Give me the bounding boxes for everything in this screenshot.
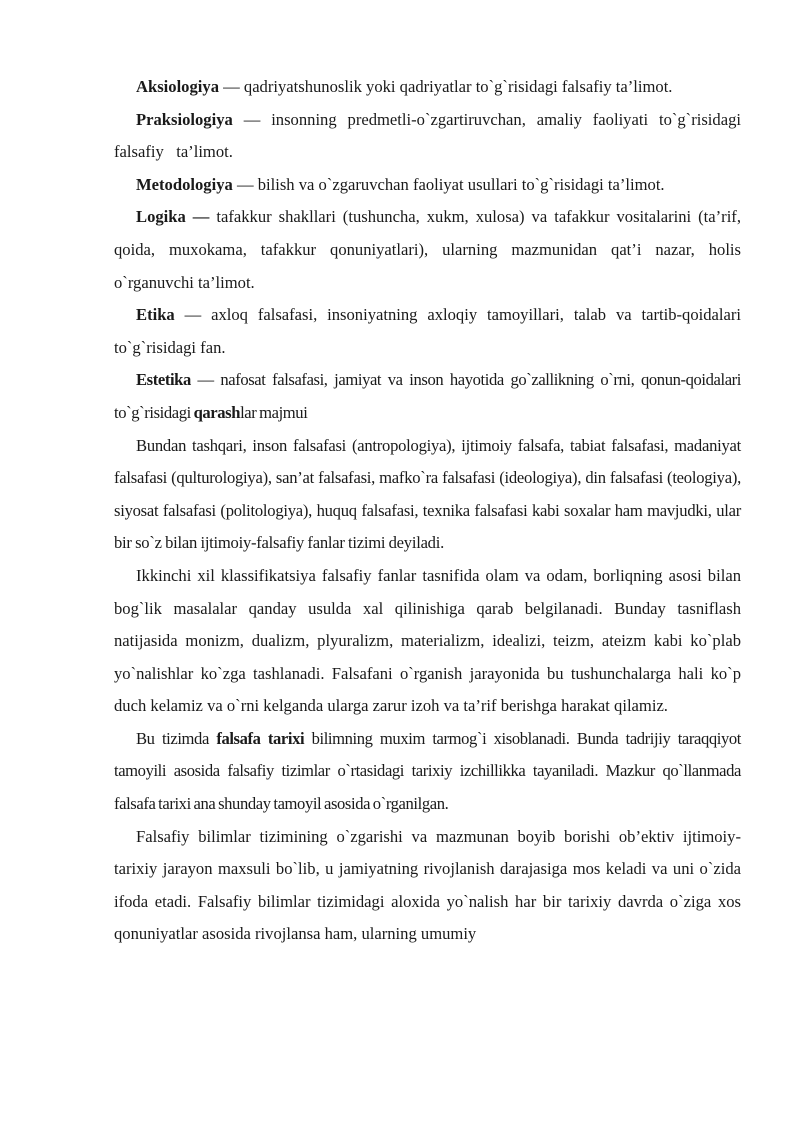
term-estetika: Estetika xyxy=(136,370,191,390)
term-logika: Logika — xyxy=(136,207,210,227)
dash: — xyxy=(232,109,272,129)
dash: — xyxy=(219,77,244,96)
definition-estetika: nafosat falsafasi, jamiyat va inson hayotida go`zallikning o`rni, qonun-qoidalari to`g`risidagi xyxy=(114,370,741,422)
definition-etika: axloq falsafasi, insoniyatning axloqiy tamoyillari, talab va tartib-qoidalari to`g`risidagi fan. xyxy=(114,305,741,357)
paragraph-praksiologiya xyxy=(114,104,741,169)
paragraph-falsafa-tarixi xyxy=(114,723,741,821)
bold-fragment-falsafa-tarixi: falsafa tarixi xyxy=(216,728,305,748)
paragraph-logika xyxy=(114,201,741,299)
paragraph-etika xyxy=(114,299,741,364)
definition-metodologiya: bilish va o`zgaruvchan faoliyat usullari to`g`risidagi ta’limot. xyxy=(257,174,665,194)
document-body xyxy=(114,71,741,951)
text-after: bilimning muxim tarmog`i xisoblanadi. Bunda tadrijiy taraqqiyot tamoyili asosida falsafiy tizimlar o`rtasidagi tarixiy izchillikka tayaniladi. Mazkur qo`llanmada falsafa tarixi ana shunday tamoyil asosida o`rganilgan. xyxy=(114,728,741,814)
dash: — xyxy=(190,370,221,390)
text-before: Bu tizimda xyxy=(136,728,217,748)
term-aksiologiya: Aksiologiya xyxy=(136,77,219,96)
term-praksiologiya: Praksiologiya xyxy=(136,109,233,129)
definition-estetika-end: lar majmui xyxy=(240,402,308,422)
dash: — xyxy=(232,174,258,194)
paragraph-estetika xyxy=(114,364,741,429)
paragraph-falsafa-soxalari: Bundan tashqari, inson falsafasi (antropologiya), ijtimoiy falsafa, tabiat falsafasi, madaniyat falsafasi (qulturologiya), san’at falsafasi, mafko`ra falsafasi (ideologiya), din falsafasi (teologiya), siyosat falsafasi (politologiya), huquq falsafasi, texnika falsafasi kabi soxalar ham mavjudki, ular bir so`z bilan ijtimoiy-falsafiy fanlar tizimi deyiladi. xyxy=(114,435,741,553)
paragraph-metodologiya xyxy=(114,169,741,202)
definition-logika: tafakkur shakllari (tushuncha, xukm, xulosa) va tafakkur vositalarini (ta’rif, qoida, muxokama, tafakkur qonuniyatlari), ularning mazmunidan qat’i nazar, holis o`rganuvchi ta’limot. xyxy=(114,207,741,292)
paragraph-aksiologiya xyxy=(114,71,741,104)
term-etika: Etika xyxy=(136,305,175,325)
paragraph-klassifikatsiya: Ikkinchi xil klassifikatsiya falsafiy fanlar tasnifida olam va odam, borliqning asosi bilan bog`lik masalalar qanday usulda xal qilinishiga qarab belgilanadi. Bunday tasniflash natijasida monizm, dualizm, plyuralizm, materializm, idealizi, teizm, ateizm kabi ko`plab yo`nalishlar ko`zga tashlanadi. Falsafani o`rganish jarayonida bu tushunchalarga hali ko`p duch kelamiz va o`rni kelganda ularga zarur izoh va ta’rif berishga harakat qilamiz. xyxy=(114,565,741,716)
bold-fragment-qarash: qarash xyxy=(193,402,241,422)
paragraph-falsafiy-bilimlar: Falsafiy bilimlar tizimining o`zgarishi va mazmunan boyib borishi ob’ektiv ijtimoiy-tarixiy jarayon maxsuli bo`lib, u jamiyatning rivojlanish darajasiga mos keladi va uni o`zida ifoda etadi. Falsafiy bilimlar tizimidagi aloxida yo`nalish har bir tarixiy davrda o`ziga xos qonuniyatlar asosida rivojlansa ham, ularning umumiy xyxy=(114,826,741,944)
term-metodologiya: Metodologiya xyxy=(136,174,233,194)
dash: — xyxy=(174,305,212,325)
definition-praksiologiya: insonning predmetli-o`zgartiruvchan, amaliy faoliyati to`g`risidagi falsafiy ta’limot. xyxy=(114,109,741,162)
definition-aksiologiya: qadriyatshunoslik yoki qadriyatlar to`g`risidagi falsafiy ta’limot. xyxy=(243,77,673,96)
